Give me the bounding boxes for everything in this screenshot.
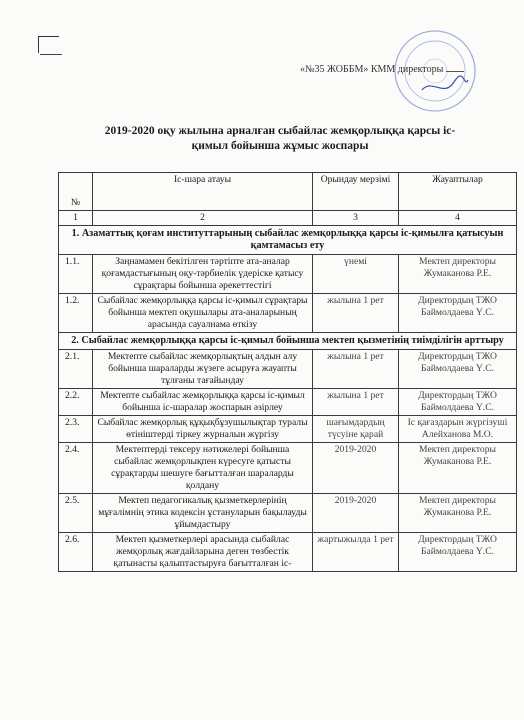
row-number: 2.3. (59, 416, 93, 443)
row-term: 2019-2020 (313, 494, 399, 533)
row-responsible: Мектеп директоры Жумаканова Р.Е. (399, 494, 517, 533)
row-number: 2.1. (59, 350, 93, 389)
row-responsible: Іс қағаздарын жүргізуші Алейханова М.О. (399, 416, 517, 443)
header-term: Орындау мерзімі (313, 173, 399, 211)
row-number: 2.5. (59, 494, 93, 533)
table-row (59, 443, 517, 494)
header-name: Іс-шара атауы (93, 173, 313, 211)
row-term: жылына 1 рет (313, 389, 399, 416)
plan-table (58, 172, 517, 572)
signature-line (446, 71, 464, 72)
section-row-2 (59, 333, 517, 350)
row-activity: Мектеп педагогикалық қызметкерлерінің мұғалімнің этика кодексін ұстануларын бақылауды ұйымдастыру (93, 494, 313, 533)
row-responsible: Мектеп директоры Жумаканова Р.Е. (399, 255, 517, 294)
section-title-1: 1. Азаматтық қоғам институттарының сыбайлас жемқорлыққа қарсы іс-қимылға қатысуын қамтамасыз ету (59, 226, 517, 255)
table-row (59, 389, 517, 416)
document-title (60, 124, 500, 154)
row-activity: Мектептерді тексеру нәтижелері бойынша сыбайлас жемқорлықпен күресуге қатысты сұрақтарды шешуге бағытталған шараларды қолдану (93, 443, 313, 494)
numbering-row (59, 211, 517, 226)
numbering-4: 4 (399, 211, 517, 226)
header-resp: Жауаптылар (399, 173, 517, 211)
row-activity: Сыбайлас жемқорлық құқықбұзушылықтар туралы өтініштерді тіркеу журналын жүргізу (93, 416, 313, 443)
numbering-3: 3 (313, 211, 399, 226)
row-term: жартыжылда 1 рет (313, 533, 399, 572)
header-no: № (59, 173, 93, 211)
section-title-2: 2. Сыбайлас жемқорлыққа қарсы іс-қимыл бойынша мектеп қызметінің тиімділігін арттыру (59, 333, 517, 350)
row-number: 1.1. (59, 255, 93, 294)
row-number: 2.6. (59, 533, 93, 572)
numbering-1: 1 (59, 211, 93, 226)
row-responsible: Директордың ТЖО Баймолдаева Ү.С. (399, 350, 517, 389)
row-responsible: Директордың ТЖО Баймолдаева Ү.С. (399, 294, 517, 333)
table-row (59, 494, 517, 533)
row-term: шағымдардың түсуіне қарай (313, 416, 399, 443)
row-term: 2019-2020 (313, 443, 399, 494)
row-responsible: Директордың ТЖО Баймолдаева Ү.С. (399, 533, 517, 572)
row-term: жылына 1 рет (313, 350, 399, 389)
row-responsible: Директордың ТЖО Баймолдаева Ү.С. (399, 389, 517, 416)
row-activity: Заңнамамен бекітілген тәртіпте ата-аналар қоғамдастығының оқу-тәрбиелік үдеріске қатысу сұрақтары бойынша әрекеттестігі (93, 255, 313, 294)
row-activity: Мектепте сыбайлас жемқорлықтың алдын алу бойынша шараларды жүзеге асыруға жауапты тұлғаны тағайындау (93, 350, 313, 389)
approval-block (300, 64, 520, 75)
title-line-2: қимыл бойынша жұмыс жоспары (191, 140, 369, 152)
row-term: үнемі (313, 255, 399, 294)
table-row (59, 294, 517, 333)
row-activity: Мектеп қызметкерлері арасында сыбайлас жемқорлық жағдайларына деген төзбестік қатынасты қалыптастыруға бағытталған іс- (93, 533, 313, 572)
section-row-1 (59, 226, 517, 255)
row-activity: Сыбайлас жемқорлыққа қарсы іс-қимыл сұрақтары бойынша мектеп оқушылары ата-аналарының арасында сауалнама өткізу (93, 294, 313, 333)
header-row (59, 173, 517, 211)
table-row (59, 533, 517, 572)
table-row (59, 350, 517, 389)
numbering-2: 2 (93, 211, 313, 226)
row-responsible: Мектеп директоры Жумаканова Р.Е. (399, 443, 517, 494)
approval-line: «№35 ЖОББМ» КММ директоры (300, 64, 444, 75)
corner-mark-underline (40, 44, 62, 55)
row-activity: Мектепте сыбайлас жемқорлыққа қарсы іс-қимыл бойынша іс-шаралар жоспарын әзірлеу (93, 389, 313, 416)
row-number: 1.2. (59, 294, 93, 333)
row-term: жылына 1 рет (313, 294, 399, 333)
table-row (59, 255, 517, 294)
row-number: 2.4. (59, 443, 93, 494)
row-number: 2.2. (59, 389, 93, 416)
table-row (59, 416, 517, 443)
title-line-1: 2019-2020 оқу жылына арналған сыбайлас жемқорлыққа қарсы іс- (104, 125, 456, 137)
